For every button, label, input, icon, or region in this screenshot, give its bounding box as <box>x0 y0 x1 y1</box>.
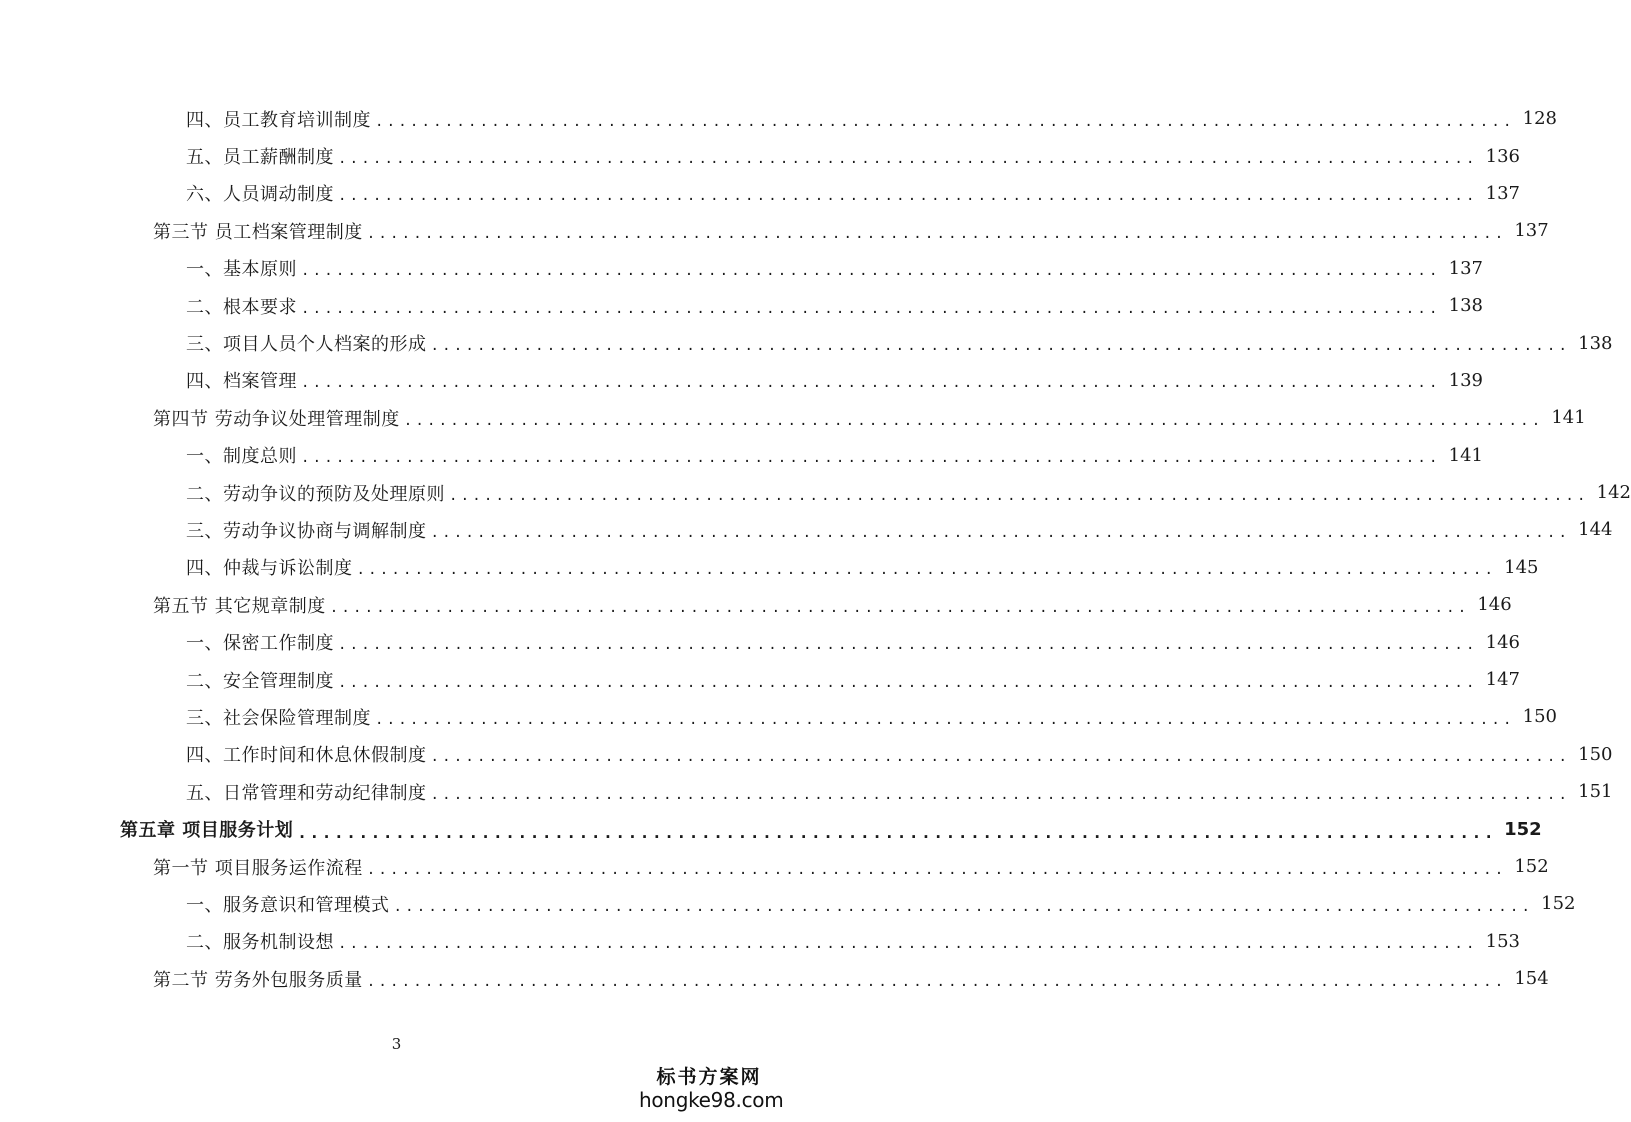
toc-section-entry[interactable] <box>0 399 1586 436</box>
toc-entry-title: 二、服务机制设想 <box>186 932 334 954</box>
toc-dot-leader: .................................................................................................. <box>297 822 1497 842</box>
toc-entry-title: 三、项目人员个人档案的形成 <box>186 334 427 356</box>
toc-dot-leader: .................................................................................................. <box>338 151 1478 168</box>
toc-dot-leader: .................................................................................................. <box>338 936 1478 953</box>
toc-entry[interactable] <box>0 923 1520 960</box>
toc-dot-leader: .................................................................................................. <box>366 973 1507 990</box>
toc-entry-page: 141 <box>1448 444 1483 466</box>
toc-entry-page: 154 <box>1514 968 1549 990</box>
toc-entry-page: 138 <box>1578 332 1613 354</box>
toc-chapter-entry[interactable] <box>0 810 1542 847</box>
toc-entry-title: 第二节 劳务外包服务质量 <box>153 969 363 991</box>
toc-entry-page: 150 <box>1522 706 1557 728</box>
toc-entry-page: 152 <box>1504 818 1542 840</box>
toc-dot-leader: .................................................................................................. <box>430 524 1571 541</box>
toc-entry[interactable] <box>0 623 1520 660</box>
toc-entry[interactable] <box>0 437 1483 474</box>
toc-entry-title: 五、员工薪酬制度 <box>186 147 334 169</box>
toc-entry[interactable] <box>0 773 1613 810</box>
toc-entry-title: 四、工作时间和休息休假制度 <box>186 745 427 767</box>
toc-dot-leader: .................................................................................................. <box>430 338 1571 355</box>
toc-entry-title: 二、安全管理制度 <box>186 670 334 692</box>
toc-entry-title: 第三节 员工档案管理制度 <box>153 221 363 243</box>
toc-entry[interactable] <box>0 250 1483 287</box>
toc-entry-page: 145 <box>1504 556 1539 578</box>
toc-dot-leader: .................................................................................................. <box>338 188 1478 205</box>
toc-entry-title: 第五节 其它规章制度 <box>153 595 326 617</box>
toc-entry-title: 四、仲裁与诉讼制度 <box>186 558 353 580</box>
toc-section-entry[interactable] <box>0 586 1512 623</box>
toc-entry-page: 146 <box>1485 631 1520 653</box>
toc-entry-page: 144 <box>1578 519 1613 541</box>
toc-entry-title: 第一节 项目服务运作流程 <box>153 857 363 879</box>
toc-dot-leader: .................................................................................................. <box>366 861 1507 878</box>
toc-entry-page: 141 <box>1551 407 1586 429</box>
toc-entry[interactable] <box>0 100 1557 137</box>
toc-dot-leader: .................................................................................................. <box>403 412 1544 429</box>
toc-entry-title: 二、劳动争议的预防及处理原则 <box>186 483 445 505</box>
toc-dot-leader: .................................................................................................. <box>356 562 1497 579</box>
toc-entry[interactable] <box>0 474 1631 511</box>
toc-entry[interactable] <box>0 661 1520 698</box>
toc-entry[interactable] <box>0 324 1613 361</box>
toc-dot-leader: .................................................................................................. <box>301 300 1441 317</box>
toc-section-entry[interactable] <box>0 848 1549 885</box>
toc-entry-page: 138 <box>1448 295 1483 317</box>
table-of-contents <box>0 100 1631 997</box>
toc-entry-title: 一、保密工作制度 <box>186 633 334 655</box>
toc-dot-leader: .................................................................................................. <box>430 749 1571 766</box>
toc-entry[interactable] <box>0 511 1613 548</box>
toc-entry-title: 二、根本要求 <box>186 296 297 318</box>
toc-entry-page: 152 <box>1514 856 1549 877</box>
toc-dot-leader: .................................................................................................. <box>301 450 1441 467</box>
toc-entry-title: 三、劳动争议协商与调解制度 <box>186 520 427 542</box>
toc-dot-leader: .................................................................................................. <box>301 375 1441 392</box>
toc-dot-leader: .................................................................................................. <box>338 637 1478 654</box>
toc-entry-title: 五、日常管理和劳动纪律制度 <box>186 782 427 804</box>
page-number: 3 <box>391 1035 402 1053</box>
toc-entry-title: 四、员工教育培训制度 <box>186 109 371 131</box>
toc-entry[interactable] <box>0 175 1520 212</box>
toc-entry-page: 150 <box>1578 743 1613 765</box>
toc-entry-page: 152 <box>1541 893 1576 915</box>
toc-dot-leader: .................................................................................................. <box>375 711 1515 728</box>
toc-entry-page: 139 <box>1448 369 1483 391</box>
toc-entry[interactable] <box>0 549 1539 586</box>
toc-entry-page: 137 <box>1448 257 1483 279</box>
toc-entry-title: 六、人员调动制度 <box>186 184 334 206</box>
toc-dot-leader: .................................................................................................. <box>430 786 1571 803</box>
toc-entry-title: 三、社会保险管理制度 <box>186 707 371 729</box>
toc-entry[interactable] <box>0 287 1483 324</box>
toc-entry-title: 第四节 劳动争议处理管理制度 <box>153 408 400 430</box>
toc-dot-leader: .................................................................................................. <box>375 113 1515 130</box>
toc-entry-title: 一、制度总则 <box>186 446 297 468</box>
toc-entry-page: 146 <box>1477 594 1512 616</box>
toc-entry-title: 第五章 项目服务计划 <box>120 820 294 842</box>
watermark-name: 标书方案网 <box>656 1066 762 1088</box>
toc-dot-leader: .................................................................................................. <box>393 898 1534 915</box>
toc-entry[interactable] <box>0 885 1576 922</box>
toc-entry-page: 136 <box>1485 145 1520 167</box>
toc-entry[interactable] <box>0 137 1520 174</box>
toc-dot-leader: .................................................................................................. <box>301 263 1441 280</box>
toc-entry[interactable] <box>0 362 1483 399</box>
toc-entry[interactable] <box>0 736 1613 773</box>
toc-entry-page: 128 <box>1522 108 1557 130</box>
toc-entry-title: 一、服务意识和管理模式 <box>186 894 390 916</box>
watermark-logo <box>639 1066 784 1112</box>
toc-dot-leader: .................................................................................................. <box>449 487 1589 504</box>
toc-dot-leader: .................................................................................................. <box>329 599 1470 616</box>
toc-entry-title: 四、档案管理 <box>186 371 297 393</box>
toc-entry-page: 137 <box>1514 220 1549 242</box>
toc-entry-page: 142 <box>1596 482 1631 504</box>
toc-entry-page: 137 <box>1485 182 1520 204</box>
toc-entry[interactable] <box>0 698 1557 735</box>
toc-dot-leader: .................................................................................................. <box>338 674 1478 691</box>
toc-entry-page: 151 <box>1578 781 1613 803</box>
toc-dot-leader: .................................................................................................. <box>366 225 1507 242</box>
watermark-url: hongke98.com <box>639 1088 784 1112</box>
toc-entry-page: 147 <box>1485 669 1520 691</box>
toc-section-entry[interactable] <box>0 212 1549 249</box>
toc-entry-title: 一、基本原则 <box>186 259 297 281</box>
toc-section-entry[interactable] <box>0 960 1549 997</box>
toc-entry-page: 153 <box>1485 930 1520 952</box>
